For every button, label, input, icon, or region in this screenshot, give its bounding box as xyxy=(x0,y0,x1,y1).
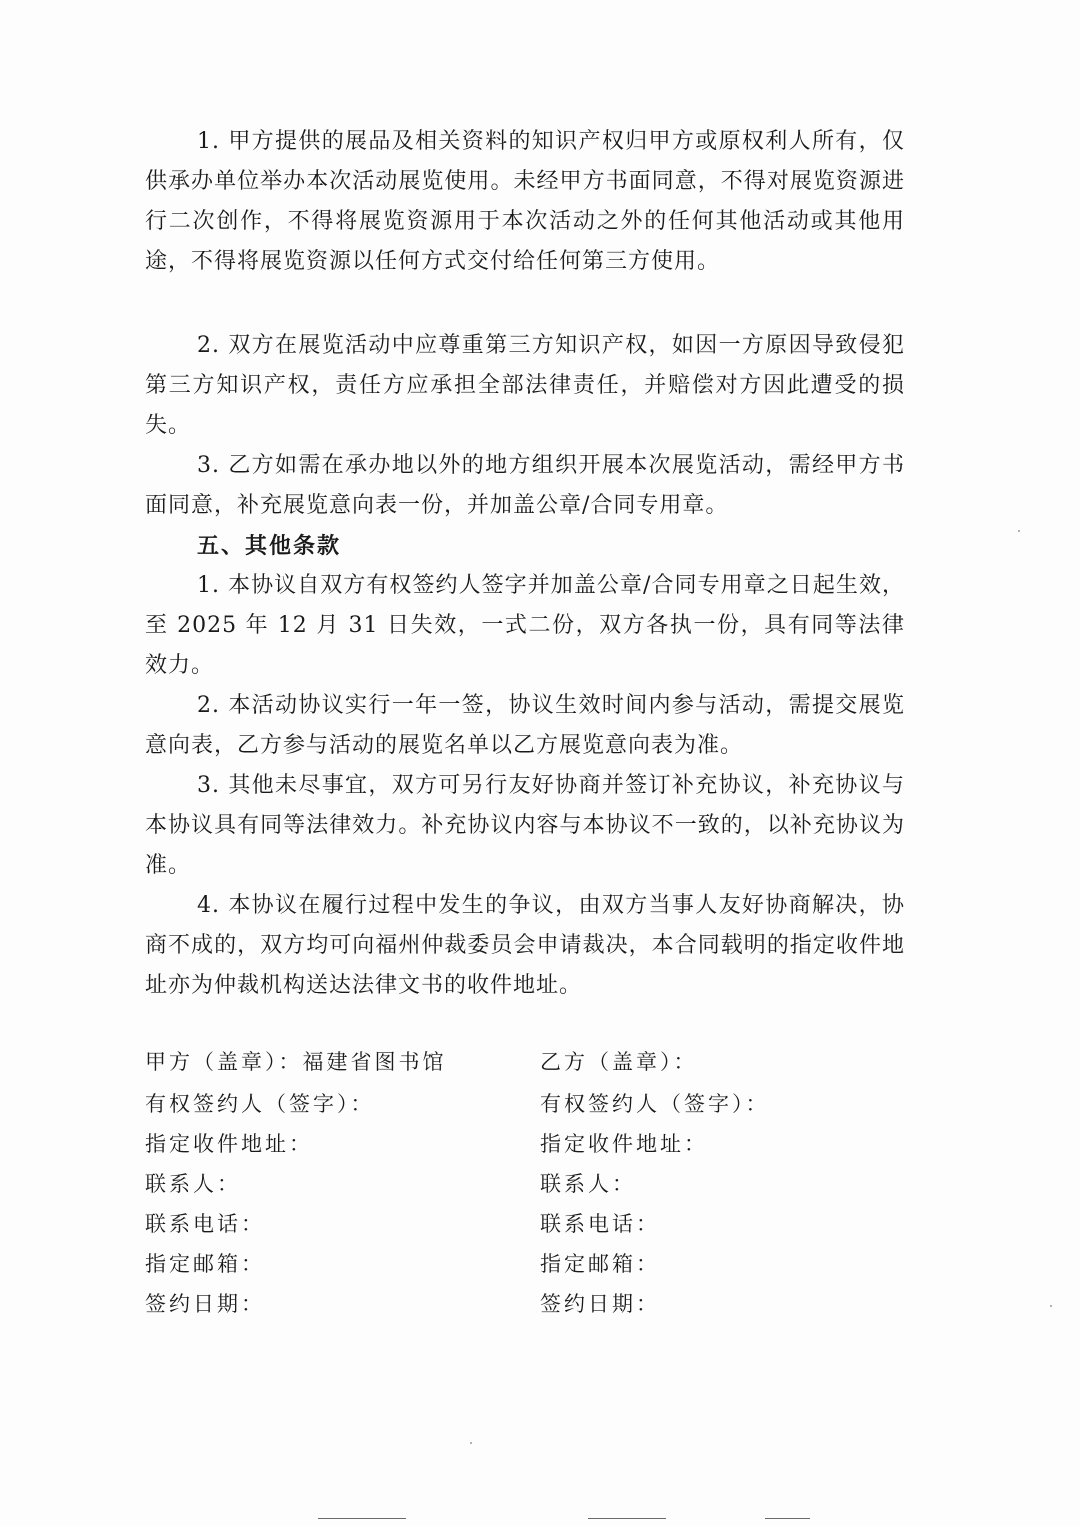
party-b-signer-line: 有权签约人（签字）： xyxy=(540,1092,770,1116)
party-a-address-line: 指定收件地址： xyxy=(145,1132,313,1156)
party-a-date-line: 签约日期： xyxy=(145,1292,265,1316)
clause-supplementary-agreement: 3. 其他未尽事宜，双方可另行友好协商并签订补充协议，补充协议与本协议具有同等法律效力。补充协议内容与本协议不一致的，以补充协议为准。 xyxy=(145,773,905,878)
clause-ip-ownership: 1. 甲方提供的展品及相关资料的知识产权归甲方或原权利人所有，仅供承办单位举办本次活动展览使用。未经甲方书面同意，不得对展览资源进行二次创作，不得将展览资源用于本次活动之外的任何其他活动或其他用途，不得将展览资源以任何方式交付给任何第三方使用。 xyxy=(145,129,905,274)
party-b-contact-line: 联系人： xyxy=(540,1172,636,1196)
scan-artifact xyxy=(318,1518,406,1519)
party-a-phone-line: 联系电话： xyxy=(145,1212,265,1236)
scan-artifact xyxy=(1018,530,1020,532)
party-b-email-line: 指定邮箱： xyxy=(540,1252,660,1276)
party-b-address-line: 指定收件地址： xyxy=(540,1132,708,1156)
party-b-seal-line: 乙方（盖章）： xyxy=(540,1050,698,1074)
section-heading-other-terms: 五、其他条款 xyxy=(197,533,342,559)
scan-artifact xyxy=(588,1518,666,1519)
party-b-date-line: 签约日期： xyxy=(540,1292,660,1316)
scan-artifact xyxy=(1050,1305,1052,1307)
scan-artifact xyxy=(470,1442,472,1444)
clause-third-party-ip: 2. 双方在展览活动中应尊重第三方知识产权，如因一方原因导致侵犯第三方知识产权，责任方应承担全部法律责任，并赔偿对方因此遭受的损失。 xyxy=(145,333,905,438)
party-b-phone-line: 联系电话： xyxy=(540,1212,660,1236)
scan-artifact xyxy=(765,1518,810,1519)
party-a-email-line: 指定邮箱： xyxy=(145,1252,265,1276)
clause-effective-date: 1. 本协议自双方有权签约人签字并加盖公章/合同专用章之日起生效，至 2025 年 12 月 31 日失效，一式二份，双方各执一份，具有同等法律效力。 xyxy=(145,573,905,678)
clause-dispute-resolution: 4. 本协议在履行过程中发生的争议，由双方当事人友好协商解决，协商不成的，双方均可向福州仲裁委员会申请裁决，本合同载明的指定收件地址亦为仲裁机构送达法律文书的收件地址。 xyxy=(145,893,905,998)
party-a-contact-line: 联系人： xyxy=(145,1172,241,1196)
party-a-seal-line: 甲方（盖章）：福建省图书馆 xyxy=(145,1050,447,1074)
clause-exhibition-location: 3. 乙方如需在承办地以外的地方组织开展本次展览活动，需经甲方书面同意，补充展览意向表一份，并加盖公章/合同专用章。 xyxy=(145,453,905,518)
party-a-signer-line: 有权签约人（签字）： xyxy=(145,1092,375,1116)
clause-annual-signing: 2. 本活动协议实行一年一签，协议生效时间内参与活动，需提交展览意向表，乙方参与活动的展览名单以乙方展览意向表为准。 xyxy=(145,693,905,758)
